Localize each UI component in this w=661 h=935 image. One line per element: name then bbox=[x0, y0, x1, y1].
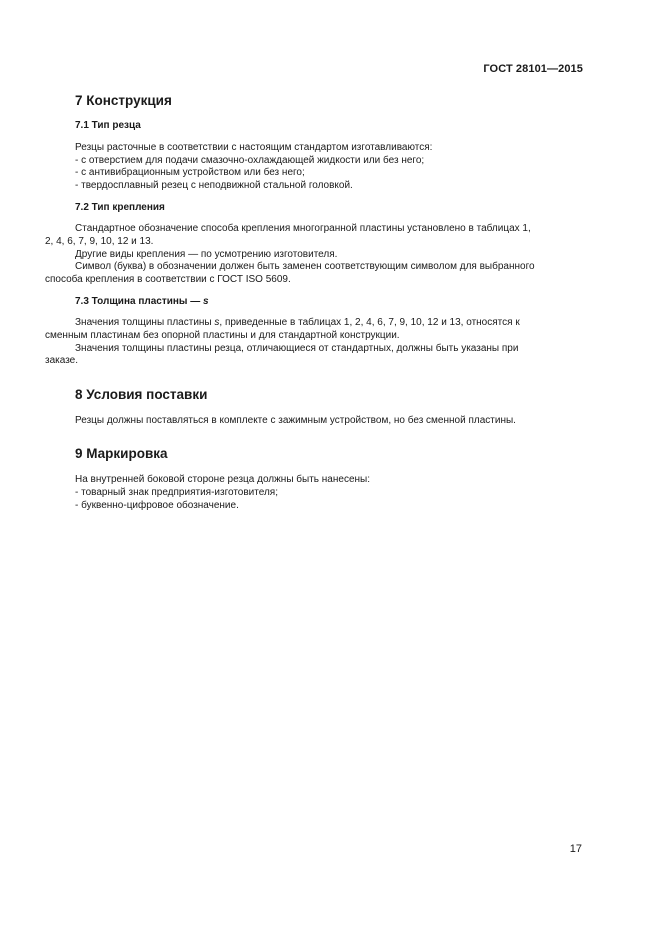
paragraph-line: Стандартное обозначение способа крепления многогранной пластины установлено в таблицах 1, bbox=[75, 223, 531, 235]
thickness-symbol: s bbox=[214, 317, 220, 329]
subsection-7-1-body bbox=[75, 142, 583, 192]
paragraph-line: способа крепления в соответствии с ГОСТ ISO 5609. bbox=[45, 273, 291, 285]
subsection-7-3-body bbox=[45, 317, 583, 367]
subsection-7-3-title-text: 7.3 Толщина пластины — bbox=[75, 296, 204, 308]
subsection-7-2-body bbox=[45, 223, 583, 286]
paragraph-line: сменным пластинам без опорной пластины и для стандартной конструкции. bbox=[45, 329, 400, 341]
text-span: , приведенные в таблицах 1, 2, 4, 6, 7, 9, 10, 12 и 13, относятся к bbox=[219, 317, 520, 329]
paragraph-line: Символ (буква) в обозначении должен быть заменен соответствующим символом для выбранного bbox=[75, 261, 535, 273]
section-9-body bbox=[75, 474, 583, 512]
thickness-symbol: s bbox=[203, 296, 209, 308]
subsection-7-3-heading bbox=[75, 295, 583, 308]
text-line: На внутренней боковой стороне резца должны быть нанесены: bbox=[75, 474, 370, 486]
list-item: - с антивибрационным устройством или без него; bbox=[75, 167, 305, 179]
section-8-heading: 8 Условия поставки bbox=[75, 386, 208, 402]
section-8-body bbox=[75, 415, 583, 428]
subsection-7-2-heading: 7.2 Тип крепления bbox=[75, 202, 165, 214]
text-line: Резцы расточные в соответствии с настоящим стандартом изготавливаются: bbox=[75, 142, 433, 153]
list-item: - буквенно-цифровое обозначение. bbox=[75, 499, 239, 511]
paragraph: Резцы должны поставляться в комплекте с зажимным устройством, но без сменной пластины. bbox=[75, 414, 516, 426]
subsection-7-1-heading: 7.1 Тип резца bbox=[75, 120, 141, 131]
paragraph-line: Значения толщины пластины резца, отличающиеся от стандартных, должны быть указаны при bbox=[75, 342, 519, 354]
page-number: 17 bbox=[569, 843, 582, 855]
list-item: - твердосплавный резец с неподвижной стальной головкой. bbox=[75, 179, 353, 191]
paragraph-line: 2, 4, 6, 7, 9, 10, 12 и 13. bbox=[45, 235, 154, 247]
paragraph-line: заказе. bbox=[45, 355, 79, 367]
list-item: - с отверстием для подачи смазочно-охлаждающей жидкости или без него; bbox=[75, 154, 425, 166]
section-9-heading: 9 Маркировка bbox=[75, 446, 168, 462]
list-item: - товарный знак предприятия-изготовителя; bbox=[75, 486, 278, 498]
page-content bbox=[45, 88, 583, 512]
text-span: Значения толщины пластины bbox=[75, 317, 215, 329]
paragraph-line bbox=[75, 317, 583, 330]
document-code: ГОСТ 28101—2015 bbox=[483, 63, 583, 75]
paragraph: Другие виды крепления — по усмотрению изготовителя. bbox=[75, 248, 338, 260]
section-7-heading: 7 Конструкция bbox=[75, 93, 172, 108]
